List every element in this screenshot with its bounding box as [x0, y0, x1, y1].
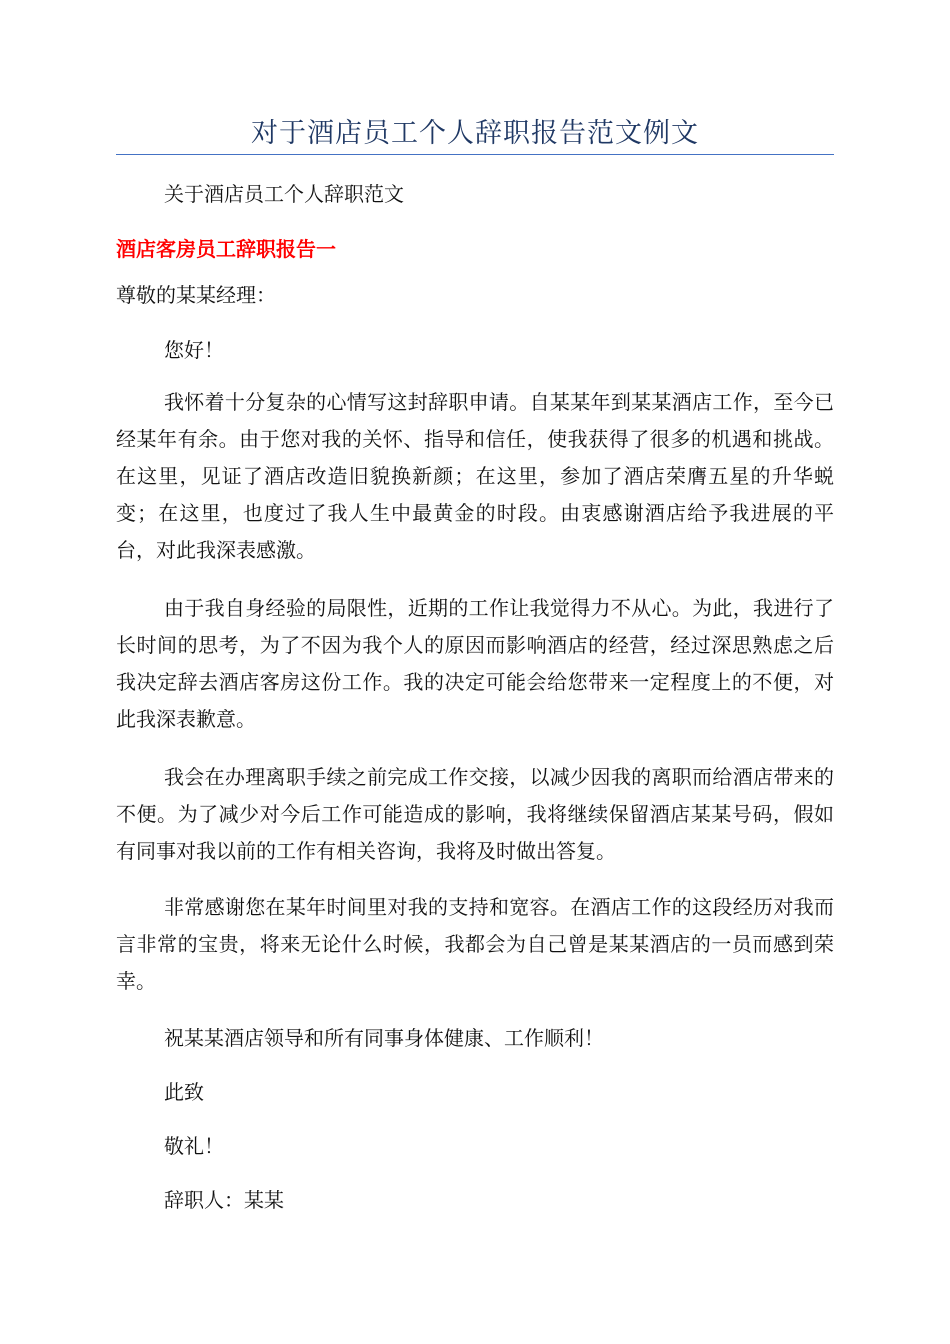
closing-wishes: 祝某某酒店领导和所有同事身体健康、工作顺利！: [164, 1026, 604, 1050]
section-heading: 酒店客房员工辞职报告一: [116, 237, 336, 261]
body-paragraph-3: 我会在办理离职手续之前完成工作交接，以减少因我的离职而给酒店带来的不便。为了减少对今后工作可能造成的影响，我将继续保留酒店某某号码，假如有同事对我以前的工作有相关咨询，我将及时做出答复。: [116, 765, 834, 863]
salutation: 尊敬的某某经理：: [116, 283, 276, 307]
greeting: 您好！: [164, 338, 224, 362]
document-title: 对于酒店员工个人辞职报告范文例文: [251, 118, 699, 149]
body-paragraph-1: 我怀着十分复杂的心情写这封辞职申请。自某某年到某某酒店工作，至今已经某年有余。由于您对我的关怀、指导和信任，使我获得了很多的机遇和挑战。在这里，见证了酒店改造旧貌换新颜；在这里，参加了酒店荣膺五星的升华蜕变；在这里，也度过了我人生中最黄金的时段。由衷感谢酒店给予我进展的平台，对此我深表感激。: [116, 390, 834, 562]
title-divider: [116, 154, 834, 155]
closing-phrase: 此致: [164, 1080, 204, 1104]
body-paragraph-2: 由于我自身经验的局限性，近期的工作让我觉得力不从心。为此，我进行了长时间的思考，为了不因为我个人的原因而影响酒店的经营，经过深思熟虑之后我决定辞去酒店客房这份工作。我的决定可能会给您带来一定程度上的不便，对此我深表歉意。: [116, 596, 834, 731]
signature: 辞职人：某某: [164, 1188, 284, 1212]
body-paragraph-4: 非常感谢您在某年时间里对我的支持和宽容。在酒店工作的这段经历对我而言非常的宝贵，将来无论什么时候，我都会为自己曾是某某酒店的一员而感到荣幸。: [116, 895, 834, 993]
closing-salute: 敬礼！: [164, 1134, 224, 1158]
document-subtitle: 关于酒店员工个人辞职范文: [164, 182, 404, 206]
